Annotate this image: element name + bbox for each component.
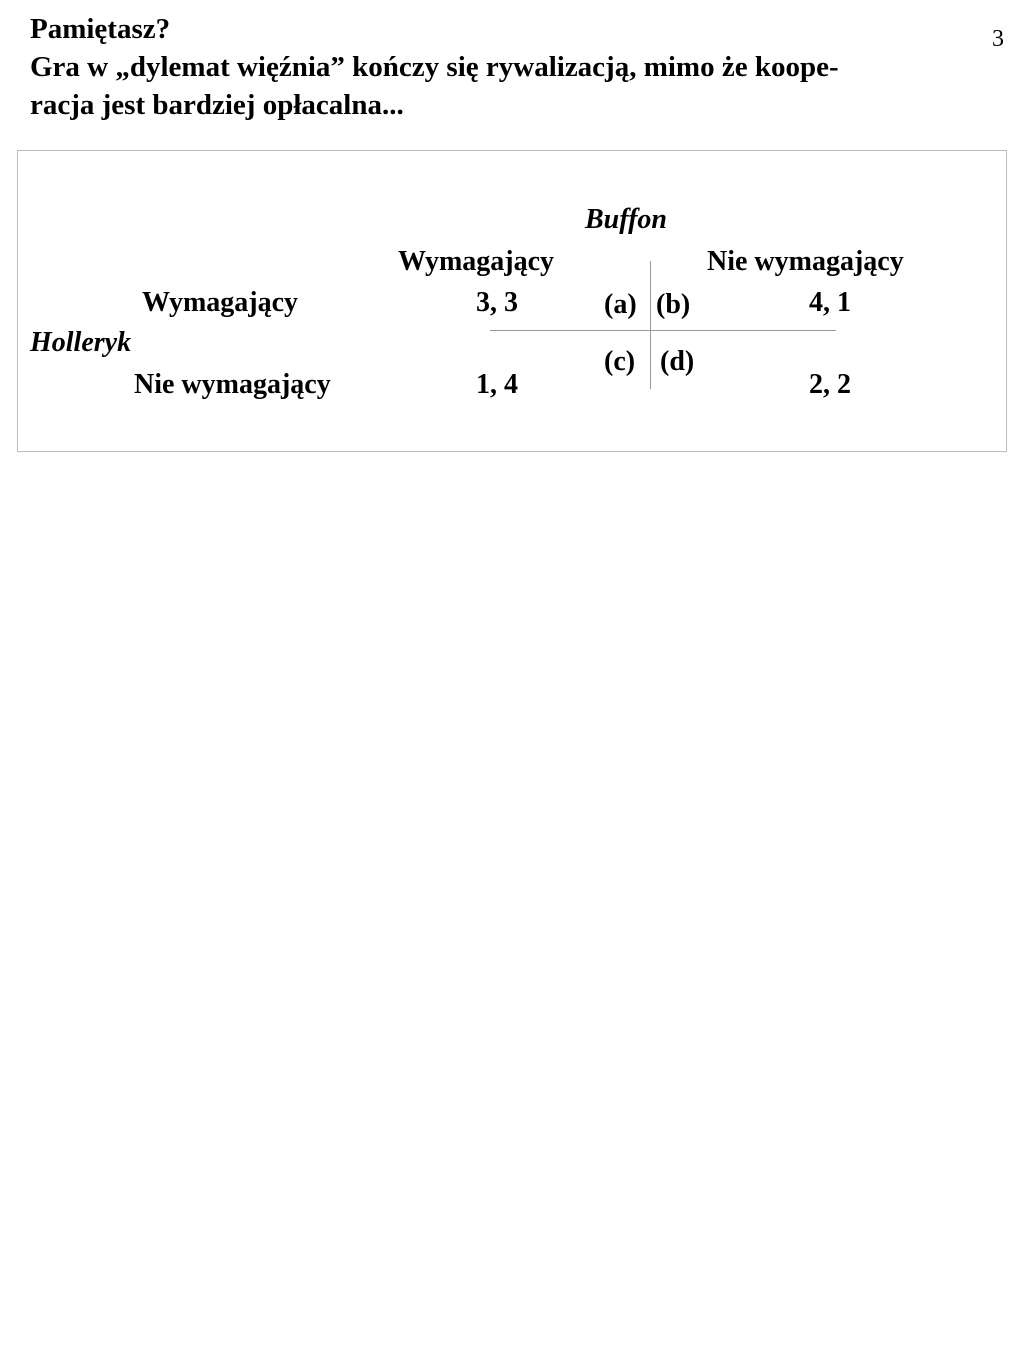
quadrant-label-c: (c) [604,346,636,377]
payoff-cell-a: 3, 3 [476,287,518,318]
quadrant-label-d: (d) [660,346,695,377]
payoff-cell-b: 4, 1 [809,287,851,318]
row-player-name: Holleryk [30,327,132,358]
payoff-cell-c: 1, 4 [476,369,518,400]
payoff-matrix [17,150,1007,452]
heading-statement-line-2: racja jest bardziej opłacalna... [30,89,404,121]
quadrant-label-b: (b) [656,289,691,320]
page-number: 3 [992,26,1004,52]
payoff-cell-d: 2, 2 [809,369,851,400]
quadrant-label-a: (a) [604,289,637,320]
column-player-name: Buffon [585,204,667,235]
heading [30,10,1000,124]
row-header-demanding: Wymagający [142,287,299,318]
heading-statement-line-1: Gra w „dylemat więźnia” kończy się rywalizacją, mimo że koope- [30,51,839,83]
column-header-demanding: Wymagający [398,246,555,277]
quadrant-vertical-divider [650,261,651,389]
row-header-not-demanding: Nie wymagający [134,369,331,400]
heading-question: Pamiętasz? [30,13,171,45]
quadrant-horizontal-divider [490,330,836,331]
column-header-not-demanding: Nie wymagający [707,246,904,277]
